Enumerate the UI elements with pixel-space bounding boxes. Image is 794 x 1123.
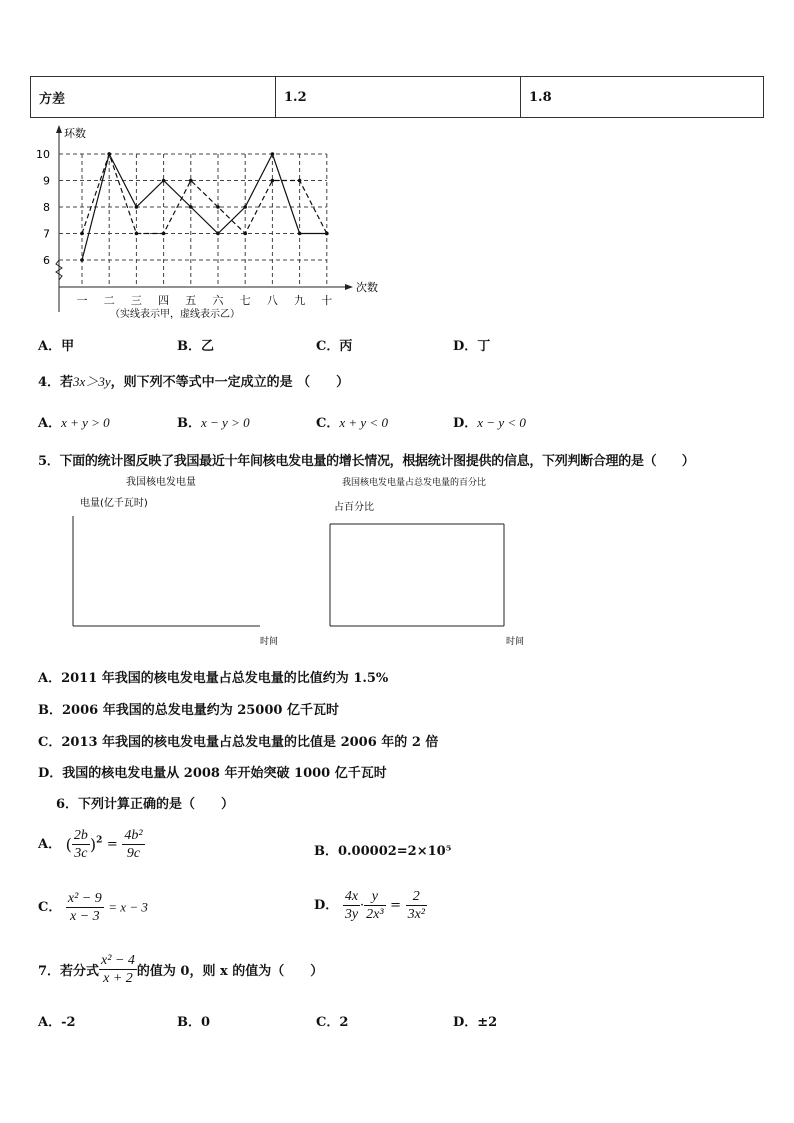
variance-table — [30, 76, 764, 118]
x-axis-arrow — [345, 284, 353, 290]
y-axis-arrow — [56, 125, 62, 133]
x-tick-label: 十 — [321, 294, 333, 307]
x-tick-label: 七 — [239, 294, 251, 307]
variance-value-yi: 1.8 — [521, 77, 764, 118]
table-row — [31, 77, 764, 118]
y-tick-label: 6 — [43, 254, 50, 267]
shooting-line-chart — [30, 122, 390, 327]
q6-option-a: A． ( $\frac{2b}{3c}$ )$^2$ = $\frac{\text{4b²}}{9c}$ — [38, 828, 143, 861]
x-tick-label: 五 — [185, 294, 197, 307]
q6-c-fraction: $\frac{\text{x² − 9}}{x - 3}$ — [67, 891, 102, 924]
q4-option-d: D．x − y < 0 — [453, 415, 526, 431]
q3-option-a: A．甲 — [38, 339, 75, 354]
y-tick-label: 8 — [43, 201, 50, 214]
q6-a-lhs-fraction: $\frac{2b}{3c}$ — [73, 828, 88, 861]
x-tick-label: 二 — [103, 294, 115, 307]
q4-stem-math: 3x＞3y — [73, 374, 111, 389]
y-tick-label: 7 — [43, 227, 50, 241]
q4-option-c: C．x + y < 0 — [316, 415, 388, 431]
nuclear-share-line-chart — [296, 472, 528, 654]
data-point — [80, 258, 84, 262]
data-point — [298, 179, 302, 183]
data-point — [216, 232, 220, 236]
q6-option-d: D． $\frac{4x}{3y}$ · $\frac{y}{\text{2x³}}$ = $\frac{2}{\text{3x²}}$ — [314, 889, 425, 922]
x-tick-label: 八 — [266, 294, 278, 307]
data-point — [243, 205, 247, 209]
q7-option-d: D．±2 — [453, 1015, 498, 1030]
q6-option-c: C． $\frac{\text{x² − 9}}{x - 3}$ = x − 3 — [38, 891, 148, 924]
q6-stem: 6．下列计算正确的是（ ） — [56, 797, 235, 812]
x-axis-label: 次数 — [356, 281, 378, 294]
q6-option-b: B．0.00002=2×10⁵ — [314, 844, 452, 859]
data-point — [298, 232, 302, 236]
data-point — [216, 205, 220, 209]
variance-label: 方差 — [31, 77, 276, 118]
x-tick-label: 六 — [212, 294, 224, 307]
line-chart-xlabel: 时间 — [506, 637, 525, 647]
bar-chart-xlabel: 时间 — [260, 637, 279, 647]
chart-caption: （实线表示甲，虚线表示乙） — [110, 309, 240, 320]
q3-option-d: D．丁 — [453, 339, 491, 354]
y-tick-label: 10 — [36, 148, 50, 161]
x-tick-label: 一 — [76, 294, 88, 307]
q5-stem: 5．下面的统计图反映了我国最近十年间核电发电量的增长情况，根据统计图提供的信息，下列判断合理的是（ ） — [38, 454, 695, 469]
q5-option-d: D．我国的核电发电量从 2008 年开始突破 1000 亿千瓦时 — [38, 766, 387, 781]
q4-option-a: A．x + y > 0 — [38, 415, 110, 431]
line-chart-ylabel: 占百分比 — [334, 502, 374, 513]
q5-option-b: B．2006 年我国的总发电量约为 25000 亿千瓦时 — [38, 703, 339, 718]
data-point — [243, 232, 247, 236]
q6-a-rhs-fraction: $\frac{\text{4b²}}{9c}$ — [124, 828, 143, 861]
q4-stem-prefix: 4．若 — [38, 375, 74, 390]
q5-option-c: C．2013 年我国的核电发电量占总发电量的比值是 2006 年的 2 倍 — [38, 735, 439, 750]
variance-value-jia: 1.2 — [276, 77, 521, 118]
q5-option-a: A．2011 年我国的核电发电量占总发电量的比值约为 1.5% — [38, 671, 389, 686]
x-tick-label: 四 — [158, 294, 170, 307]
q3-option-b: B．乙 — [177, 339, 214, 354]
x-tick-label: 九 — [294, 294, 306, 307]
data-point — [80, 232, 84, 236]
data-point — [162, 179, 166, 183]
data-point — [271, 152, 275, 156]
q4-option-b: B．x − y > 0 — [177, 415, 250, 431]
q4-stem — [38, 371, 349, 390]
series-line-乙 — [82, 154, 327, 234]
data-point — [271, 179, 275, 183]
data-point — [162, 232, 166, 236]
q4-stem-suffix: ，则下列不等式中一定成立的是 （ ） — [110, 375, 350, 390]
data-point — [135, 205, 139, 209]
y-tick-label: 9 — [43, 174, 50, 188]
q7-option-a: A．-2 — [38, 1015, 76, 1030]
q7-stem: 7．若分式 $\frac{\text{x² − 4}}{x + 2}$ 的值为 0，则 x 的值为（ ） — [38, 953, 324, 986]
q3-option-c: C．丙 — [316, 339, 353, 354]
data-point — [189, 205, 193, 209]
q7-option-b: B．0 — [177, 1015, 211, 1030]
bar-chart-ylabel: 电量(亿千瓦时) — [80, 498, 148, 509]
data-point — [107, 152, 111, 156]
y-axis-label: 环数 — [64, 127, 86, 140]
line-chart-title: 我国核电发电量占总发电量的百分比 — [341, 478, 487, 488]
data-point — [135, 232, 139, 236]
data-point — [189, 179, 193, 183]
bar-chart-title: 我国核电发电量 — [126, 477, 196, 488]
q7-option-c: C．2 — [316, 1015, 349, 1030]
data-point — [325, 232, 329, 236]
x-tick-label: 三 — [130, 294, 142, 307]
nuclear-power-bar-chart — [38, 472, 284, 654]
q7-fraction: $\frac{\text{x² − 4}}{x + 2}$ — [101, 953, 135, 986]
